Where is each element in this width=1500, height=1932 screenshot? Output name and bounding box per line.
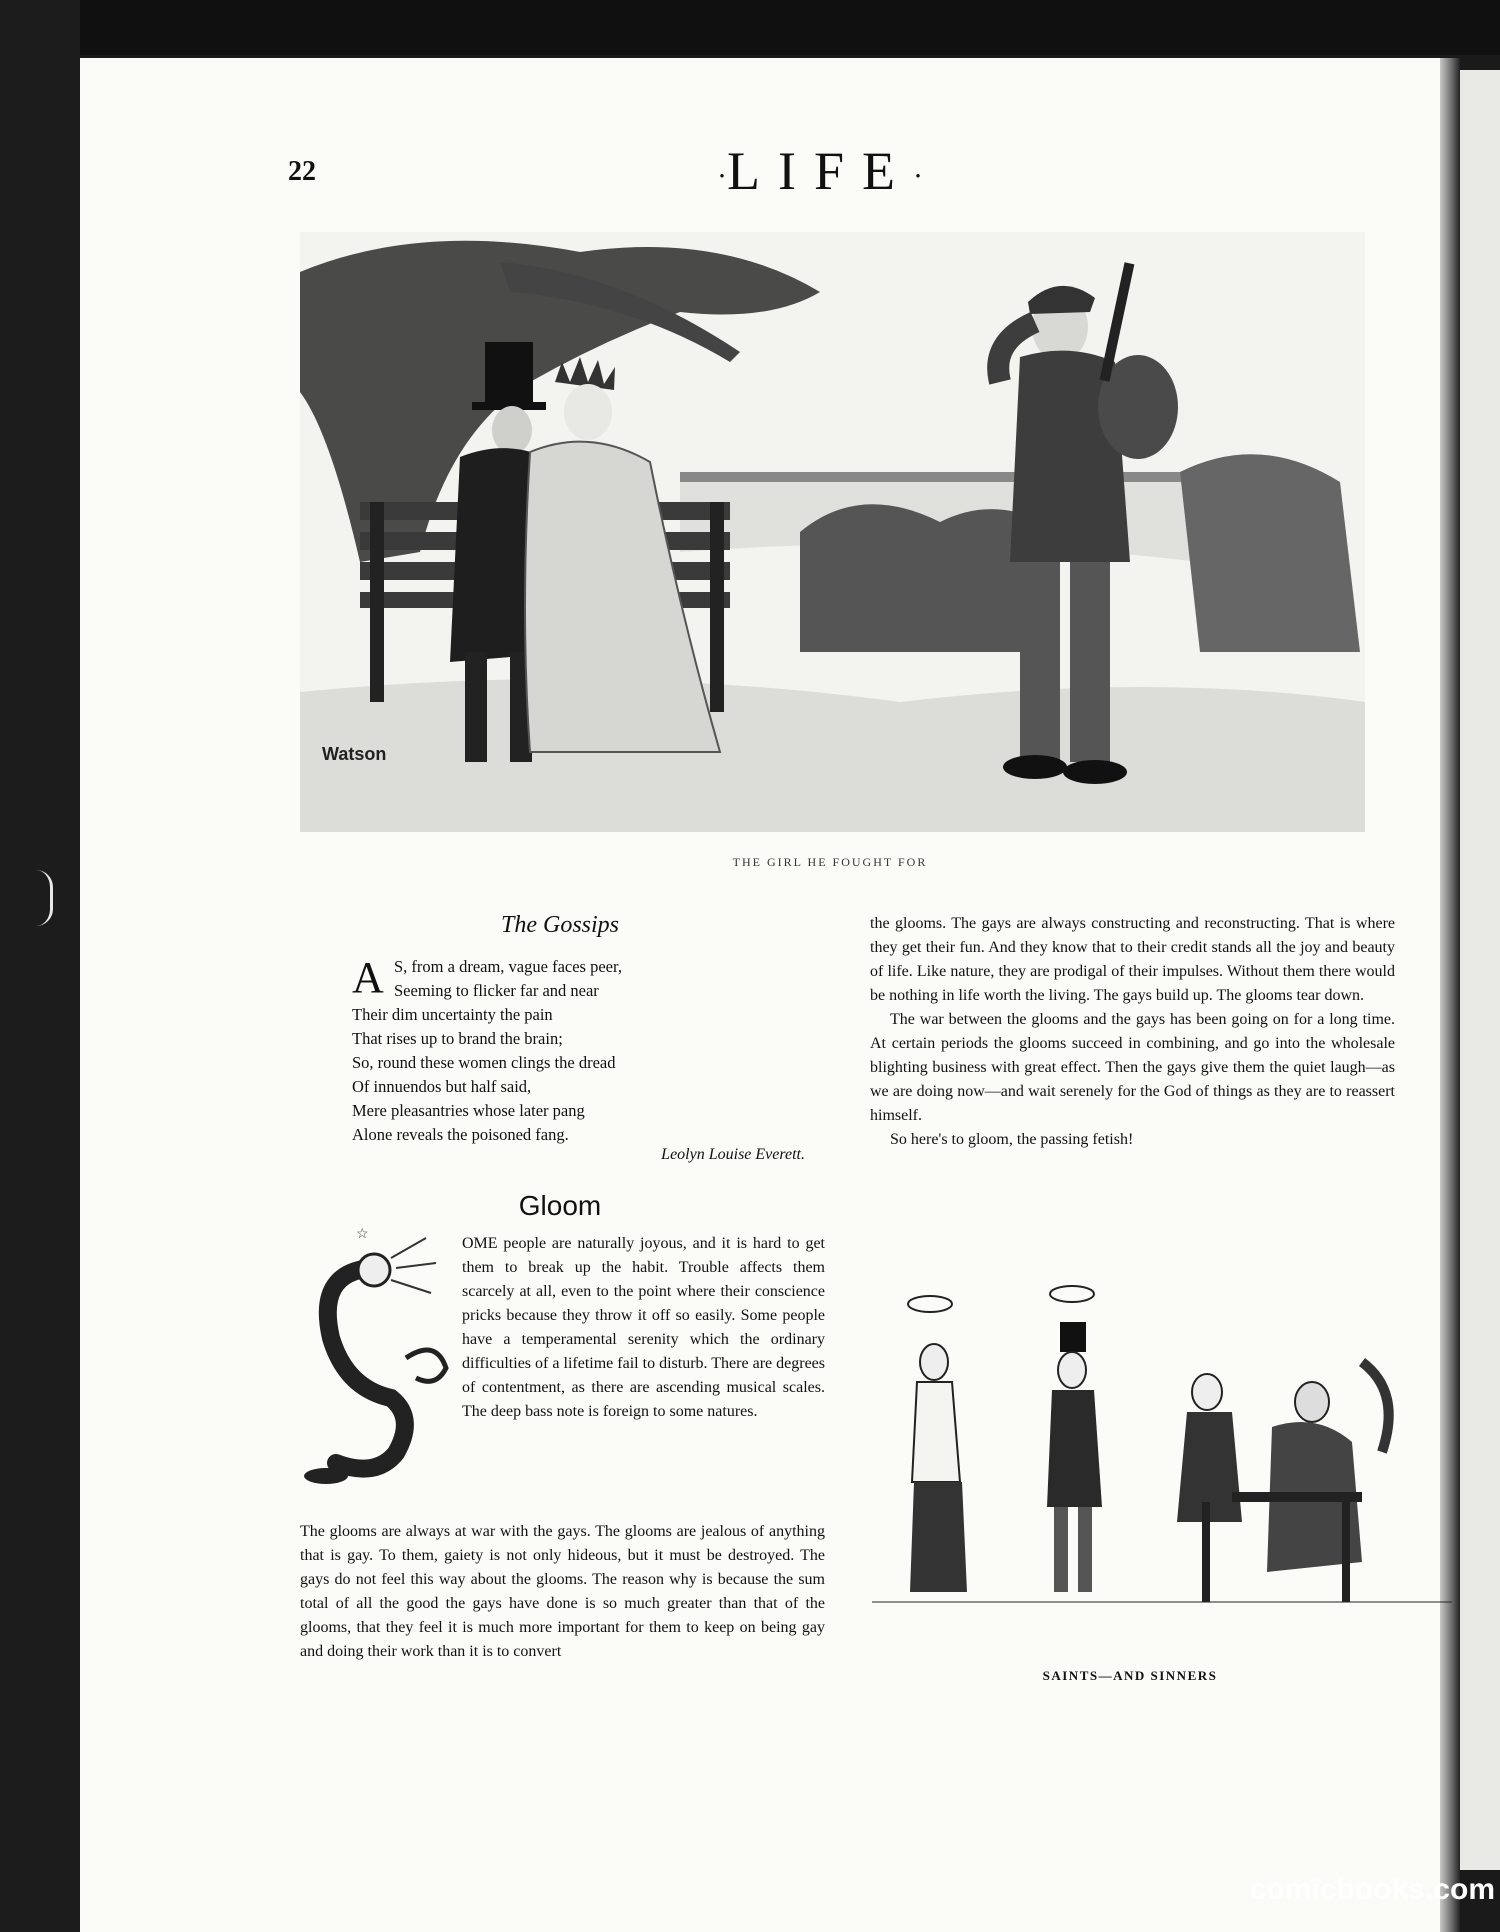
article-text: So here's to gloom, the passing fetish! (890, 1131, 1134, 1148)
illustration-drawing (300, 232, 1365, 832)
top-illustration (300, 232, 1365, 832)
poem-line: Alone reveals the poisoned fang. (352, 1125, 569, 1144)
article-text: The war between the glooms and the gays has been going on for a long time. At certain periods the glooms succeed in combining, and go into the wholesale blighting business with great effect. Then the gays give them the quiet laugh—as we are doing now—and wait serenely for the God of things as they are to reassert himself. (870, 1011, 1395, 1124)
masthead-title: LIFE (727, 141, 913, 201)
poem-line: Mere pleasantries whose later pang (352, 1101, 585, 1120)
poem-body (352, 955, 822, 1147)
bottom-cartoon-caption: SAINTS—AND SINNERS (1042, 1668, 1218, 1683)
scan-border-top (0, 0, 1500, 55)
article-title: Gloom (518, 1190, 602, 1221)
masthead-dot-left: · (717, 159, 727, 193)
svg-text:☆: ☆ (356, 1228, 369, 1242)
drop-cap-s-drawing (296, 1228, 466, 1493)
poem-line: Seeming to flicker far and near (394, 981, 599, 1000)
poem-line: Of innuendos but half said, (352, 1077, 532, 1096)
scan-border-left (0, 0, 80, 1932)
poem-title: The Gossips (500, 912, 620, 938)
masthead (700, 140, 940, 202)
bottom-cartoon (872, 1252, 1452, 1642)
article-column-right (870, 912, 1395, 1152)
next-page-edge (1460, 70, 1500, 1870)
article-text: OME people are naturally joyous, and it is hard to get them to break up the habit. Trouble affects them scarcely at all, even to the point where their conscience pricks because they throw it off so easily. Some people have a temperamental serenity which the ordinary difficulties of a lifetime fail to disturb. There are degrees of contentment, as there are ascending musical scales. The deep bass note is foreign to some natures. (462, 1235, 825, 1420)
top-illustration-caption: THE GIRL HE FOUGHT FOR (732, 855, 928, 869)
article-paragraph-glooms (300, 1520, 825, 1664)
masthead-dot-right: · (913, 159, 923, 193)
site-watermark: comicbooks.com (1249, 1873, 1495, 1906)
scan-mark (36, 870, 53, 926)
page-number: 22 (288, 156, 316, 187)
poem-line: S, from a dream, vague faces peer, (394, 957, 622, 976)
article-text: The glooms are always at war with the gays. The glooms are jealous of anything that is gay. To them, gaiety is not only hideous, but it must be destroyed. The gays do not feel this way about the glooms. The reason why is because the sum total of all the good the gays have done is so much greater than that of the glooms, that they feel it is much more important for them to keep on being gay and doing their work than it is to convert (300, 1523, 825, 1660)
poem-drop-cap: A (352, 953, 384, 1002)
poem-line: So, round these women clings the dread (352, 1053, 616, 1072)
artist-signature: Watson (322, 744, 387, 764)
poem-line: Their dim uncertainty the pain (352, 1005, 553, 1024)
cartoon-drawing (872, 1252, 1452, 1642)
poem-credit: Leolyn Louise Everett. (661, 1146, 805, 1163)
article-paragraph-opening (462, 1232, 825, 1424)
poem-line: That rises up to brand the brain; (352, 1029, 563, 1048)
drop-cap-s-illustration (296, 1228, 466, 1493)
article-text: the glooms. The gays are always constructing and reconstructing. That is where they get their fun. And they know that to their credit stands all the joy and beauty of life. Like nature, they are prodigal of their impulses. Without them there would be nothing in life worth the living. The gays build up. The glooms tear down. (870, 915, 1395, 1004)
page-gutter (1440, 58, 1460, 1932)
